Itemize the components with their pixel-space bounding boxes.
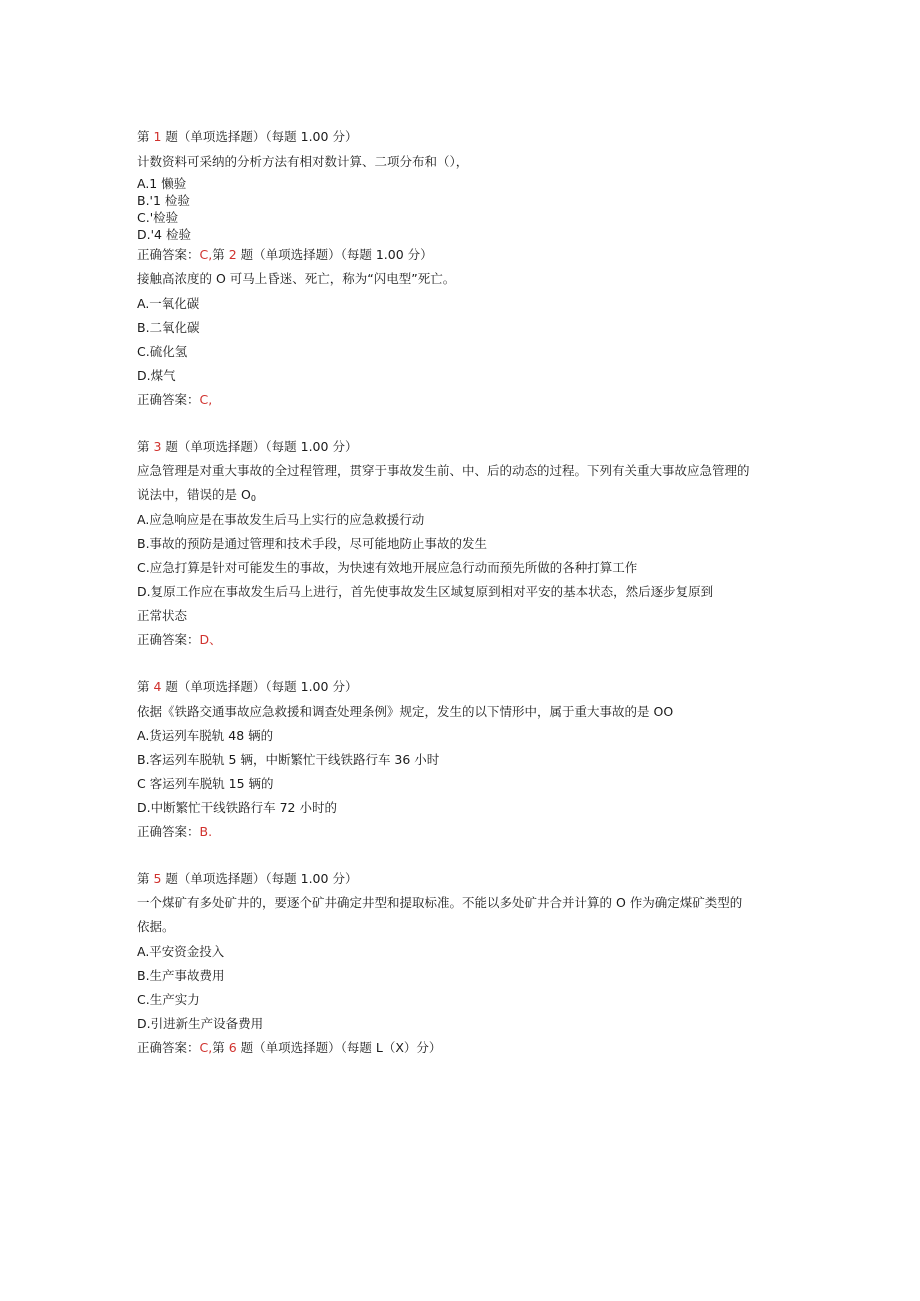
question-5-header: 第 5 题（单项选择题）（每题 1.00 分） [137, 871, 358, 886]
question-4-number: 4 [153, 679, 162, 694]
question-3-option-a: A.应急响应是在事故发生后马上实行的应急救援行动 [137, 512, 425, 527]
question-2-option-c: C.硫化氢 [137, 344, 188, 359]
question-1-header: 第 1 题（单项选择题）（每题 1.00 分） [137, 129, 358, 144]
question-3-option-b: B.事故的预防是通过管理和技术手段，尽可能地防止事故的发生 [137, 536, 488, 551]
answer-label: 正确答案： [137, 247, 200, 262]
question-3-answer-line: 正确答案：D、 [137, 632, 222, 647]
question-2-stem: 接触高浓度的 O 可马上昏迷、死亡，称为“闪电型”死亡。 [137, 271, 456, 286]
question-5-answer: C, [199, 1040, 213, 1055]
question-3-stem-line-2: 说法中，错误的是 $O_0$ [137, 487, 256, 503]
question-2-answer-line: 正确答案：C, [137, 392, 213, 407]
question-4-option-b: B.客运列车脱轨 5 辆，中断繁忙干线铁路行车 36 小时 [137, 752, 440, 767]
question-5-stem-line-2: 依据。 [137, 919, 175, 934]
question-6-number: 6 [228, 1040, 237, 1055]
question-5-answer-line: 正确答案：C,第 6 题（单项选择题）（每题 L（X）分） [137, 1040, 442, 1055]
question-2-option-b: B.二氧化碳 [137, 320, 200, 335]
question-5-option-b: B.生产事故费用 [137, 968, 225, 983]
question-2-option-a: A.一氧化碳 [137, 296, 200, 311]
question-2-answer: C, [199, 392, 213, 407]
question-3-header: 第 3 题（单项选择题）（每题 1.00 分） [137, 439, 358, 454]
question-2-number: 2 [228, 247, 237, 262]
question-5-option-d: D.引进新生产设备费用 [137, 1016, 264, 1031]
question-3-answer: D、 [199, 632, 222, 647]
question-1-stem: 计数资料可采纳的分析方法有相对数计算、二项分布和（）， [137, 154, 469, 169]
question-4-header: 第 4 题（单项选择题）（每题 1.00 分） [137, 679, 358, 694]
question-1-answer-line: 正确答案：C,第 2 题（单项选择题）（每题 1.00 分） [137, 247, 433, 262]
question-3-option-d: D.复原工作应在事故发生后马上进行，首先使事故发生区域复原到相对平安的基本状态，然后逐步复原到 [137, 584, 714, 599]
question-3-number: 3 [153, 439, 162, 454]
question-1-answer: C, [199, 247, 213, 262]
question-1-option-a: A.1 懒验 [137, 176, 187, 191]
question-4-answer: B. [199, 824, 213, 839]
question-3-option-c: C.应急打算是针对可能发生的事故，为快速有效地开展应急行动而预先所做的各种打算工作 [137, 560, 638, 575]
question-5-option-c: C.生产实力 [137, 992, 200, 1007]
question-1-option-b: B.'1 检验 [137, 193, 190, 208]
question-3-stem-line-1: 应急管理是对重大事故的全过程管理，贯穿于事故发生前、中、后的动态的过程。下列有关重大事故应急管理的 [137, 463, 750, 478]
question-5-stem-line-1: 一个煤矿有多处矿井的，要逐个矿井确定井型和提取标准。不能以多处矿井合并计算的 O 作为确定煤矿类型的 [137, 895, 743, 910]
question-3-option-d-continued: 正常状态 [137, 608, 188, 623]
question-2-option-d: D.煤气 [137, 368, 176, 383]
question-1-option-c: C.'检验 [137, 210, 179, 225]
question-1-number: 1 [153, 129, 162, 144]
question-1-option-d: D.'4 检验 [137, 227, 191, 242]
question-4-stem: 依据《铁路交通事故应急救援和调查处理条例》规定，发生的以下情形中，属于重大事故的是 OO [137, 704, 674, 719]
question-4-option-c: C 客运列车脱轨 15 辆的 [137, 776, 274, 791]
question-4-option-d: D.中断繁忙干线铁路行车 72 小时的 [137, 800, 337, 815]
question-4-answer-line: 正确答案：B. [137, 824, 213, 839]
question-5-option-a: A.平安资金投入 [137, 944, 225, 959]
question-4-option-a: A.货运列车脱轨 48 辆的 [137, 728, 274, 743]
question-5-number: 5 [153, 871, 162, 886]
